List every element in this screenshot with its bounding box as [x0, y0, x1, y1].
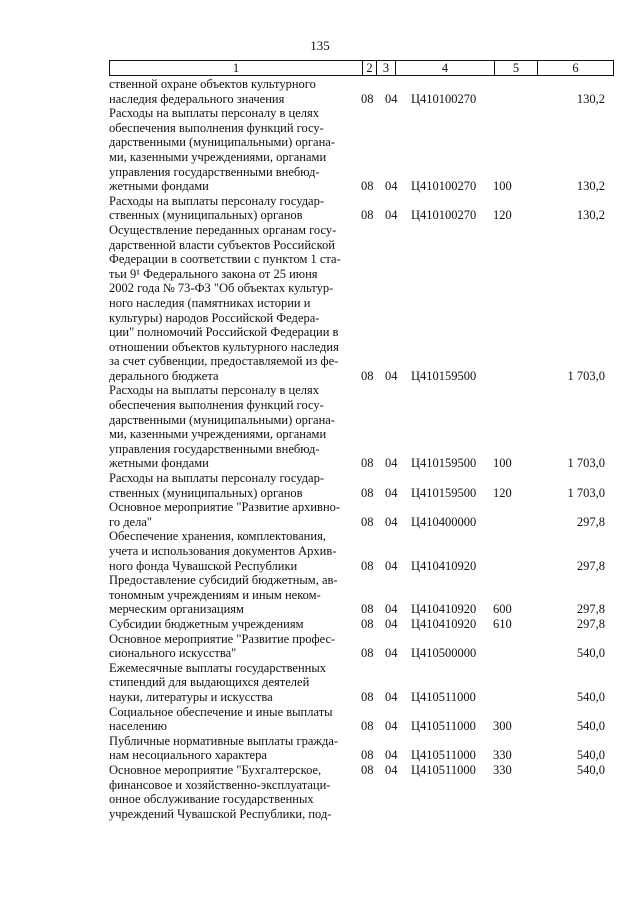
cell-c6: 540,0: [576, 719, 605, 734]
cell-c5: 610: [493, 616, 512, 631]
description-line: Социальное обеспечение и иные выплаты: [109, 704, 333, 719]
cell-c4: Ц410100270: [411, 179, 477, 194]
cell-c5: 120: [493, 485, 512, 500]
description-line: дарственной власти субъектов Российской: [109, 237, 335, 252]
cell-c6: 297,8: [576, 616, 605, 631]
cell-c2: 08: [361, 558, 374, 573]
cell-c3: 04: [385, 91, 398, 106]
description-line: ми, казенными учреждениями, органами: [109, 149, 327, 164]
description-line: учреждений Чувашской Республики, под-: [109, 806, 332, 821]
table-row: [109, 573, 609, 617]
cell-c4: Ц410511000: [411, 762, 476, 777]
cell-c6: 130,2: [576, 91, 605, 106]
cell-c4: Ц410410920: [411, 602, 477, 617]
description-line: финансовое и хозяйственно-эксплуатаци-: [109, 777, 331, 792]
cell-c3: 04: [385, 179, 398, 194]
description-line: дарственными (муниципальными) органа-: [109, 412, 335, 427]
table-row: [109, 661, 609, 705]
cell-c2: 08: [361, 646, 374, 661]
description-line: дерального бюджета: [109, 368, 219, 383]
cell-c3: 04: [385, 208, 398, 223]
table-row: [109, 705, 609, 734]
description-line: го дела": [109, 514, 152, 529]
cell-c5: 100: [493, 456, 512, 471]
cell-c3: 04: [385, 646, 398, 661]
description-line: Расходы на выплаты персоналу государ-: [109, 471, 325, 486]
page-number: 135: [310, 38, 330, 53]
cell-c4: Ц410159500: [411, 456, 477, 471]
cell-c3: 04: [385, 368, 398, 383]
cell-c5: 330: [493, 762, 512, 777]
cell-c6: 130,2: [576, 179, 605, 194]
table-row: [109, 383, 609, 471]
cell-c5: 120: [493, 208, 512, 223]
cell-c3: 04: [385, 485, 398, 500]
cell-c4: Ц410511000: [411, 748, 476, 763]
description-line: ного фонда Чувашской Республики: [109, 558, 298, 573]
description-line: Расходы на выплаты персоналу государ-: [109, 193, 325, 208]
description-line: мерческим организациям: [109, 602, 244, 617]
cell-c3: 04: [385, 762, 398, 777]
cell-c2: 08: [361, 689, 374, 704]
description-line: дарственными (муниципальными) органа-: [109, 135, 335, 150]
description-line: ми, казенными учреждениями, органами: [109, 427, 327, 442]
description-line: Публичные нормативные выплаты гражда-: [109, 733, 339, 748]
cell-c4: Ц410500000: [411, 646, 477, 661]
cell-c6: 1 703,0: [567, 485, 605, 500]
cell-c3: 04: [385, 689, 398, 704]
description-line: Основное мероприятие "Бухгалтерское,: [109, 762, 322, 777]
cell-c3: 04: [385, 514, 398, 529]
description-line: Субсидии бюджетным учреждениям: [109, 616, 304, 631]
cell-c3: 04: [385, 748, 398, 763]
description-line: Основное мероприятие "Развитие профес-: [109, 631, 336, 646]
description-line: ственных (муниципальных) органов: [109, 208, 303, 223]
description-line: обеспечения выполнения функций госу-: [109, 398, 324, 413]
description-line: Расходы на выплаты персоналу в целях: [109, 106, 319, 121]
table-row: [109, 77, 609, 106]
description-line: сионального искусства": [109, 646, 237, 661]
description-line: Расходы на выплаты персоналу в целях: [109, 383, 319, 398]
cell-c6: 1 703,0: [567, 456, 605, 471]
description-line: жетными фондами: [109, 456, 209, 471]
table-row: [109, 617, 609, 632]
header-col-4: 4: [396, 61, 495, 76]
table-row: [109, 500, 609, 529]
table-row: [109, 223, 609, 384]
cell-c5: 330: [493, 748, 512, 763]
cell-c2: 08: [361, 179, 374, 194]
cell-c5: 100: [493, 179, 512, 194]
description-line: наследия федерального значения: [109, 91, 285, 106]
cell-c2: 08: [361, 208, 374, 223]
budget-table-body: [109, 77, 609, 821]
cell-c2: 08: [361, 91, 374, 106]
description-line: за счет субвенции, предоставляемой из фе-: [109, 354, 339, 369]
description-line: Федерации в соответствии с пунктом 1 ста-: [109, 252, 341, 267]
description-line: населению: [109, 719, 167, 734]
cell-c4: Ц410511000: [411, 719, 476, 734]
table-row: [109, 194, 609, 223]
description-line: управления государственными внебюд-: [109, 441, 320, 456]
description-line: культуры) народов Российской Федера-: [109, 310, 320, 325]
cell-c2: 08: [361, 485, 374, 500]
description-line: стипендий для выдающихся деятелей: [109, 675, 310, 690]
table-row: [109, 734, 609, 763]
cell-c2: 08: [361, 762, 374, 777]
cell-c4: Ц410511000: [411, 689, 476, 704]
description-line: науки, литературы и искусства: [109, 689, 273, 704]
table-row: [109, 106, 609, 194]
description-line: ного наследия (памятниках истории и: [109, 295, 311, 310]
cell-c3: 04: [385, 616, 398, 631]
cell-c2: 08: [361, 616, 374, 631]
description-line: нам несоциального характера: [109, 748, 267, 763]
cell-c3: 04: [385, 719, 398, 734]
description-line: учета и использования документов Архив-: [109, 544, 337, 558]
description-line: жетными фондами: [109, 179, 209, 194]
cell-c2: 08: [361, 368, 374, 383]
description-line: Предоставление субсидий бюджетным, ав-: [109, 573, 338, 588]
table-row: [109, 763, 609, 821]
header-col-6: 6: [538, 61, 614, 76]
cell-c4: Ц410159500: [411, 485, 477, 500]
header-col-1: 1: [110, 61, 363, 76]
cell-c6: 540,0: [576, 689, 605, 704]
cell-c6: 1 703,0: [567, 368, 605, 383]
description-line: ственных (муниципальных) органов: [109, 485, 303, 500]
cell-c6: 540,0: [576, 748, 605, 763]
cell-c4: Ц410400000: [411, 514, 477, 529]
cell-c2: 08: [361, 514, 374, 529]
table-row: [109, 632, 609, 661]
cell-c2: 08: [361, 602, 374, 617]
cell-c5: 600: [493, 602, 512, 617]
description-line: Обеспечение хранения, комплектования,: [109, 529, 326, 544]
description-line: ственной охране объектов культурного: [109, 77, 316, 91]
description-line: отношении объектов культурного наследия: [109, 339, 339, 354]
cell-c2: 08: [361, 719, 374, 734]
cell-c4: Ц410410920: [411, 558, 477, 573]
cell-c6: 297,8: [576, 602, 605, 617]
cell-c4: Ц410159500: [411, 368, 477, 383]
description-line: Ежемесячные выплаты государственных: [109, 660, 327, 675]
description-line: управления государственными внебюд-: [109, 164, 320, 179]
table-row: [109, 529, 609, 573]
header-col-3: 3: [377, 61, 396, 76]
cell-c2: 08: [361, 456, 374, 471]
cell-c4: Ц410100270: [411, 91, 477, 106]
description-line: онное обслуживание государственных: [109, 792, 314, 807]
cell-c3: 04: [385, 558, 398, 573]
table-row: [109, 471, 609, 500]
cell-c6: 297,8: [576, 558, 605, 573]
description-line: Основное мероприятие "Развитие архивно-: [109, 500, 341, 515]
cell-c5: 300: [493, 719, 512, 734]
column-header-table: [109, 60, 614, 76]
row-description: [109, 223, 353, 384]
description-line: 2002 года № 73-ФЗ "Об объектах культур-: [109, 281, 334, 296]
cell-c6: 130,2: [576, 208, 605, 223]
cell-c4: Ц410410920: [411, 616, 477, 631]
cell-c6: 540,0: [576, 762, 605, 777]
cell-c2: 08: [361, 748, 374, 763]
cell-c6: 297,8: [576, 514, 605, 529]
description-line: тономным учреждениям и иным неком-: [109, 587, 321, 602]
description-line: ции" полномочий Российской Федерации в: [109, 325, 339, 340]
header-col-5: 5: [495, 61, 538, 76]
cell-c3: 04: [385, 602, 398, 617]
cell-c3: 04: [385, 456, 398, 471]
cell-c6: 540,0: [576, 646, 605, 661]
description-line: тьи 9¹ Федерального закона от 25 июня: [109, 266, 318, 281]
header-col-2: 2: [363, 61, 377, 76]
description-line: обеспечения выполнения функций госу-: [109, 120, 324, 135]
cell-c4: Ц410100270: [411, 208, 477, 223]
description-line: Осуществление переданных органам госу-: [109, 222, 337, 237]
